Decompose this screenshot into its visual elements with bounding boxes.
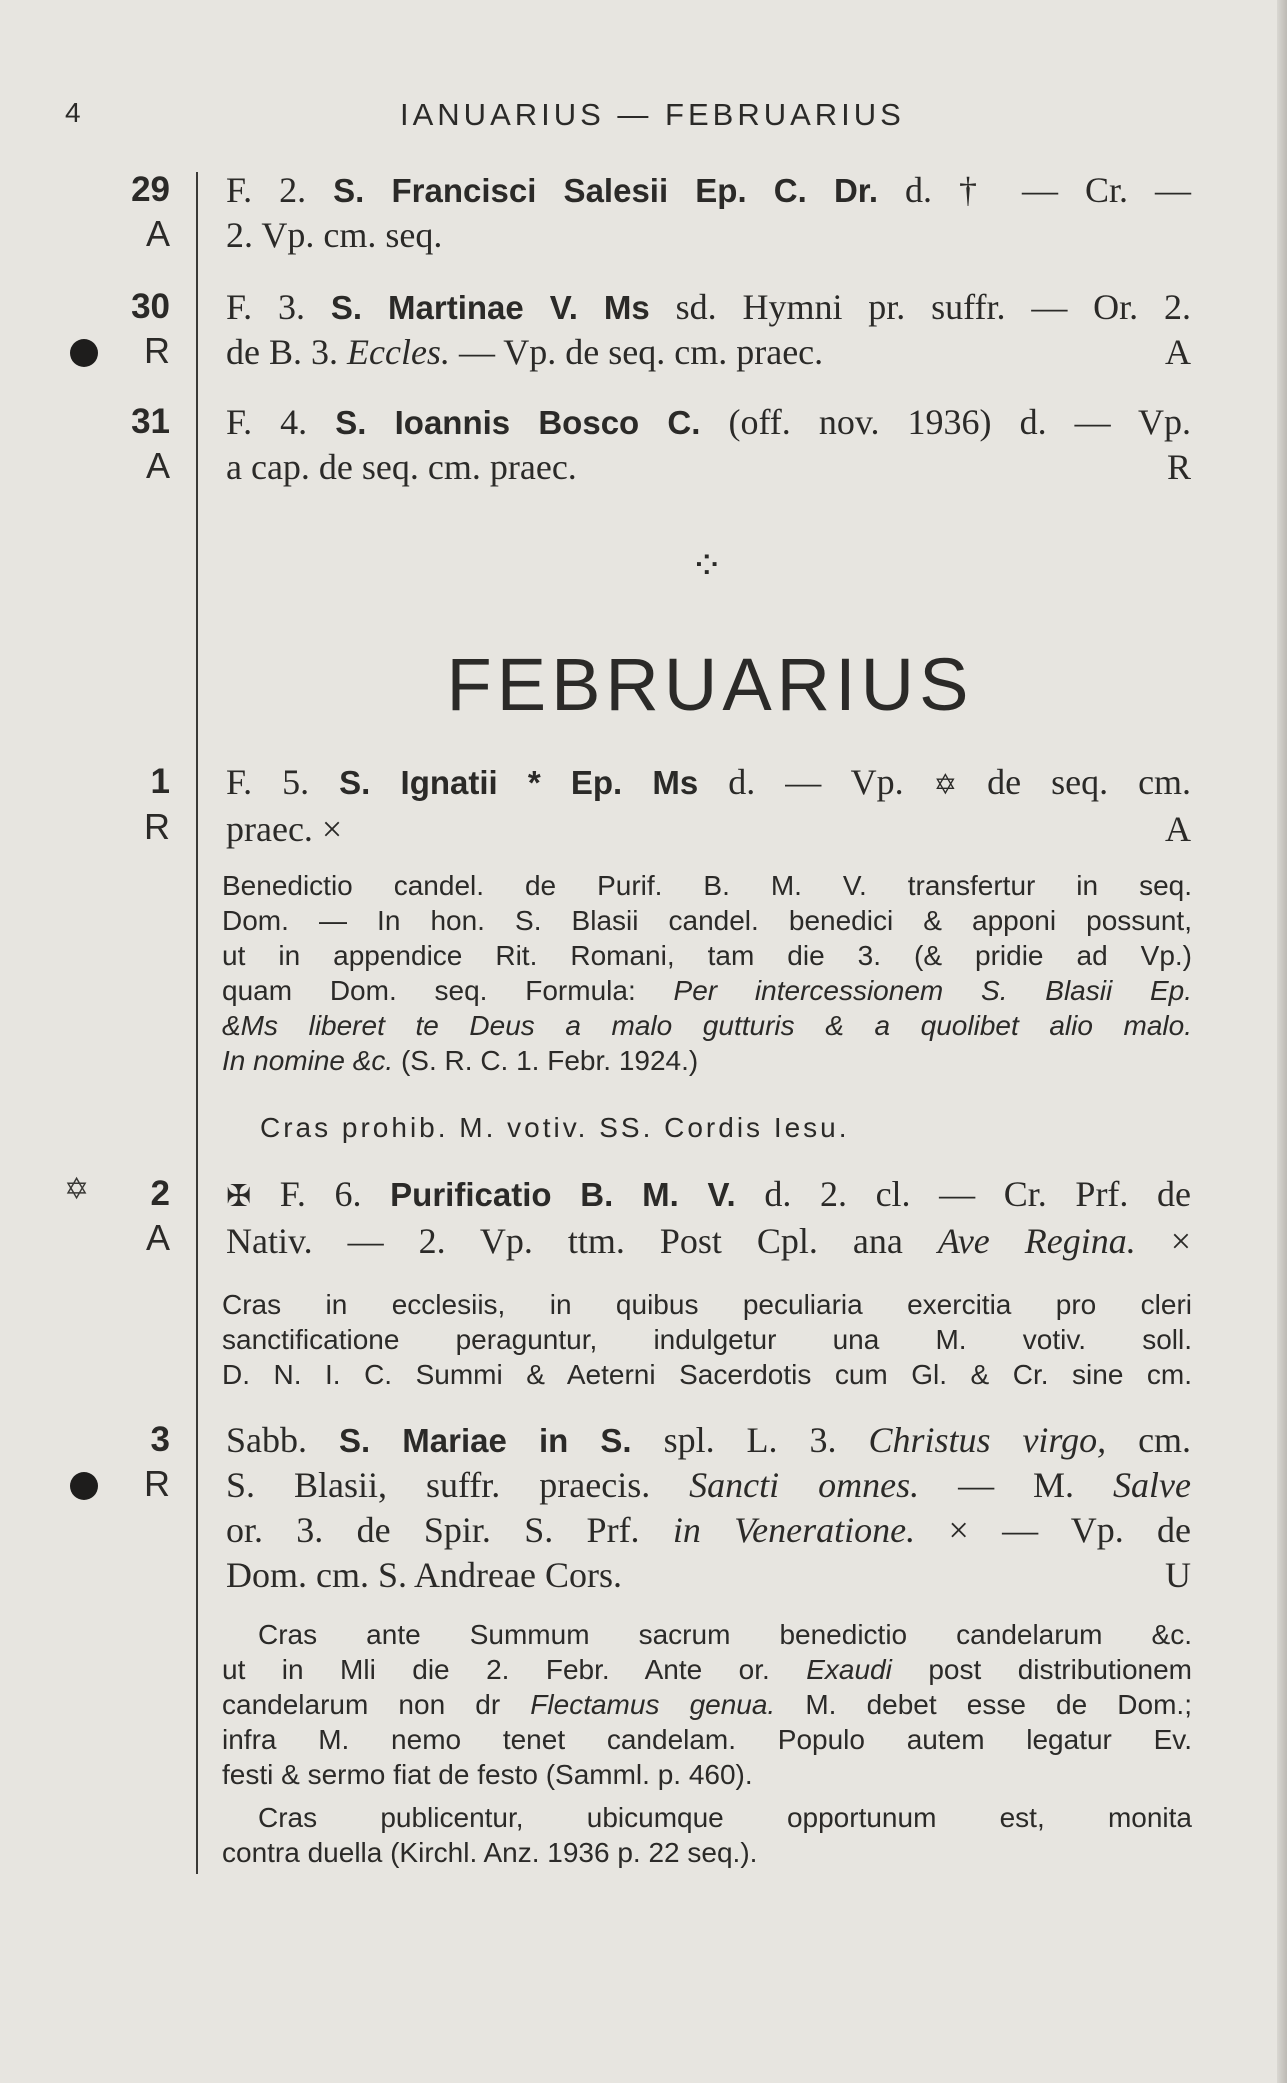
entry-31-line-2: a cap. de seq. cm. praec. R <box>226 445 1191 490</box>
day-number-30: 30 <box>131 287 170 326</box>
entry-31 <box>226 400 1191 490</box>
day-number-1: 1 <box>150 762 170 801</box>
page-number: 4 <box>65 97 81 128</box>
entry-1-line-2: praec. × A <box>226 807 1191 852</box>
day-number-2: 2 <box>150 1174 170 1213</box>
entry-31-line-1: F. 4. S. Ioannis Bosco C. (off. nov. 1936) d. — Vp. <box>226 402 1192 442</box>
note-4: Cras ante Summum sacrum benedictio candelarum &c. ut in Mli die 2. Febr. Ante or. Exaudi post distributionem candelarum non dr Flectamus genua. M. debet esse de Dom.; infra M. nemo tenet candelam. Populo autem legatur Ev. festi & sermo fiat de festo (Samml. p. 460). <box>222 1619 1192 1790</box>
day-number-3: 3 <box>150 1420 170 1459</box>
entry-29-line-2: 2. Vp. cm. seq. <box>226 215 443 255</box>
note-2: Cras prohib. M. votiv. SS. Cordis Iesu. <box>260 1112 850 1143</box>
note-3: Cras in ecclesiis, in quibus peculiaria exercitia pro cleri sanctificatione peraguntur, indulgetur una M. votiv. soll. D. N. I. C. Summi & Aeterni Sacerdotis cum Gl. & Cr. sine cm. <box>222 1289 1192 1390</box>
rubric-letter: A <box>1165 332 1191 372</box>
note-1: Benedictio candel. de Purif. B. M. V. transfertur in seq. Dom. — In hon. S. Blasii candel. benedici & apponi possunt, ut in appendice Rit. Romani, tam die 3. (& pridie ad Vp.) quam Dom. seq. Formula: Per intercessionem S. Blasii Ep. &Ms liberet te Deus a malo gutturis & a quolibet alio malo. In nomine &c. (S. R. C. 1. Febr. 1924.) <box>222 870 1193 1076</box>
hexagram-icon: ✡ <box>64 1172 90 1207</box>
cross-icon: ✠ <box>226 1179 252 1214</box>
entry-30-line-1: F. 3. S. Martinae V. Ms sd. Hymni pr. suffr. — Or. 2. <box>226 287 1192 327</box>
entry-3-line-1: Sabb. S. Mariae in S. spl. L. 3. Christus virgo, cm. <box>226 1420 1192 1460</box>
ornament-icon: ⁘ <box>690 543 724 589</box>
entry-3-line-4: Dom. cm. S. Andreae Cors. U <box>226 1553 1191 1598</box>
entry-2-line-2: Nativ. — 2. Vp. ttm. Post Cpl. ana Ave Regina. × <box>226 1221 1192 1261</box>
day-letter-30: R <box>144 330 170 371</box>
entry-3-line-2: S. Blasii, suffr. praecis. Sancti omnes. — M. Salve <box>226 1465 1191 1505</box>
margin-rule <box>196 172 198 1874</box>
entry-3 <box>226 1418 1191 1598</box>
hexagram-icon: ✡ <box>933 768 958 801</box>
entry-1-line-1: F. 5. S. Ignatii * Ep. Ms d. — Vp. ✡ de seq. cm. <box>226 762 1192 802</box>
entry-29 <box>226 168 1191 258</box>
entry-30 <box>226 285 1191 375</box>
entry-1 <box>226 760 1191 852</box>
page-edge-shadow <box>1277 0 1287 2083</box>
day-letter-3: R <box>144 1463 170 1504</box>
day-number-29: 29 <box>131 170 170 209</box>
running-head: IANUARIUS — FEBRUARIUS <box>400 97 905 132</box>
day-letter-2: A <box>145 1217 170 1258</box>
entry-2 <box>226 1172 1191 1264</box>
rubric-letter: U <box>1165 1555 1191 1595</box>
month-title: FEBRUARIUS <box>446 643 974 726</box>
day-letter-31: A <box>145 445 170 486</box>
entry-3-line-3: or. 3. de Spir. S. Prf. in Veneratione. × — Vp. de <box>226 1510 1192 1550</box>
entry-2-line-1: ✠ F. 6. Purificatio B. M. V. d. 2. cl. — Cr. Prf. de <box>226 1174 1192 1214</box>
day-number-31: 31 <box>131 402 170 441</box>
rubric-letter: R <box>1166 447 1191 487</box>
note-5: Cras publicentur, ubicumque opportunum est, monita contra duella (Kirchl. Anz. 1936 p. 22 seq.). <box>222 1802 1192 1868</box>
entry-30-line-2: de B. 3. Eccles. — Vp. de seq. cm. praec. A <box>226 330 1191 375</box>
day-letter-1: R <box>144 806 170 847</box>
day-letter-29: A <box>145 213 170 254</box>
rubric-letter: A <box>1165 809 1191 849</box>
entry-29-line-1: F. 2. S. Francisci Salesii Ep. C. Dr. d. † — Cr. — <box>226 170 1192 210</box>
